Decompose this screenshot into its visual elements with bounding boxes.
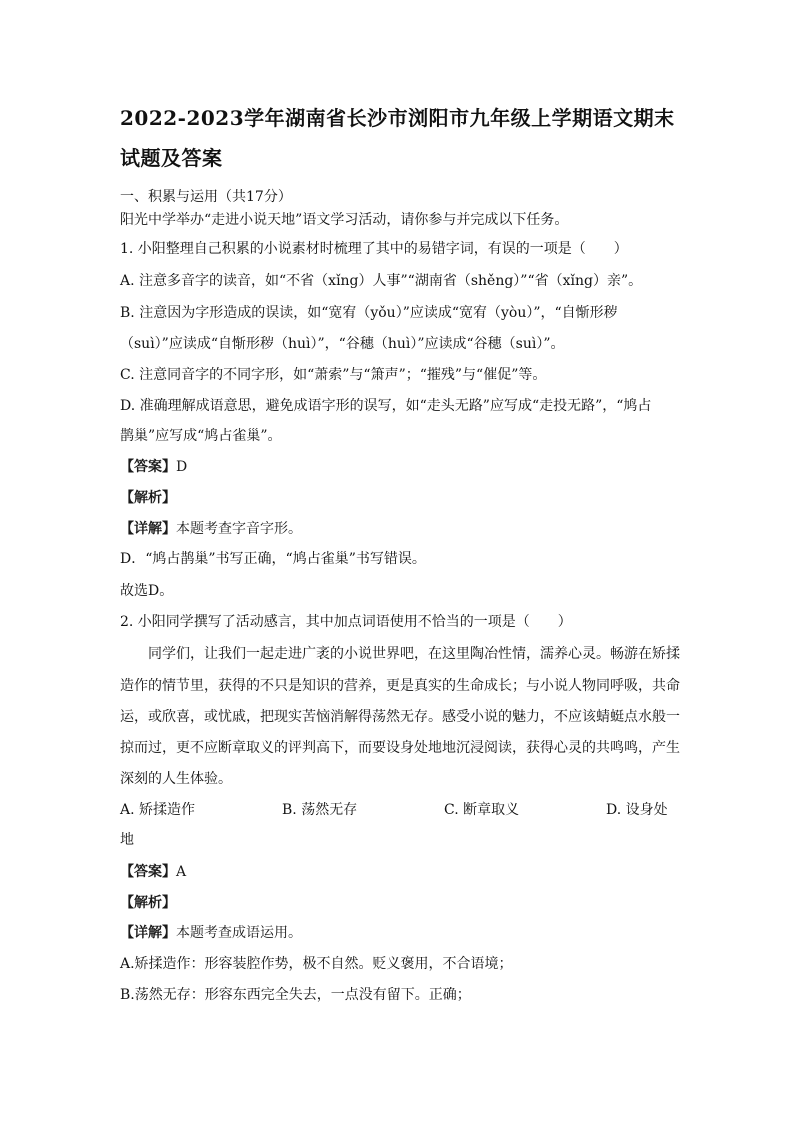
analysis-tag: 【解析】 <box>120 490 176 506</box>
answer-value: D <box>176 459 188 475</box>
question-2-option-a: A. 矫揉造作 <box>120 802 196 818</box>
question-2-detail <box>120 922 302 942</box>
question-1-analysis-heading <box>120 487 176 507</box>
question-2-option-d: D. 设身处 <box>606 802 668 818</box>
question-2-passage-line-1: 同学们，让我们一起走进广袤的小说世界吧，在这里陶冶性情，濡养心灵。畅游在矫揉 <box>148 646 680 662</box>
detail-text: 本题考查成语运用。 <box>176 925 302 941</box>
question-1-option-d-line-2: 鹊巢”应写成“鸠占雀巢”。 <box>120 428 282 444</box>
question-1-option-a: A. 注意多音字的读音，如“不省（xǐng）人事”“湖南省（shěng）”“省（xǐng）亲”。 <box>120 273 643 289</box>
question-1-option-b-line-2: （suì）”应读成“自惭形秽（huì）”，“谷穗（huì）”应读成“谷穗（suì）”。 <box>120 336 565 352</box>
question-1-answer <box>120 456 187 476</box>
question-1-stem: 1. 小阳整理自己积累的小说素材时梳理了其中的易错字词，有误的一项是（ ） <box>120 241 628 257</box>
answer-value: A <box>176 864 187 880</box>
question-1-option-d-line-1: D. 准确理解成语意思，避免成语字形的误写，如“走头无路”应写成“走投无路”，“鸠占 <box>120 398 652 414</box>
question-2-passage-line-5: 深刻的人生体验。 <box>120 771 232 787</box>
activity-intro: 阳光中学举办“走进小说天地”语文学习活动，请你参与并完成以下任务。 <box>120 212 569 228</box>
answer-tag: 【答案】 <box>120 864 176 880</box>
analysis-tag: 【解析】 <box>120 895 176 911</box>
answer-tag: 【答案】 <box>120 459 176 475</box>
question-1-detail-d: D．“鸠占鹊巢”书写正确，“鸠占雀巢”书写错误。 <box>120 551 426 567</box>
document-title-line-2: 试题及答案 <box>120 146 223 170</box>
question-2-passage-line-4: 掠而过，更不应断章取义的评判高下，而要设身处地地沉浸阅读，获得心灵的共鸣鸣，产生 <box>120 740 680 756</box>
question-1-option-b-line-1: B. 注意因为字形造成的误读，如“宽宥（yǒu）”应读成“宽宥（yòu）”，“自惭形秽 <box>120 305 618 321</box>
question-2-option-d-wrap: 地 <box>120 832 134 848</box>
question-2-explanation-b: B.荡然无存：形容东西完全失去，一点没有留下。正确； <box>120 987 471 1003</box>
question-2-passage-line-2: 造作的情节里，获得的不只是知识的营养，更是真实的生命成长；与小说人物同呼吸，共命 <box>120 678 680 694</box>
question-2-passage-line-3: 运，或欣喜，或忧戚，把现实苦恼消解得荡然无存。感受小说的魅力，不应该蜻蜓点水般一 <box>120 709 680 725</box>
question-1-detail <box>120 518 302 538</box>
question-2-answer <box>120 861 186 881</box>
detail-text: 本题考查字音字形。 <box>176 521 302 537</box>
section-heading: 一、积累与运用（共17分） <box>120 189 292 205</box>
question-1-conclusion: 故选D。 <box>120 583 174 599</box>
detail-tag: 【详解】 <box>120 521 176 537</box>
question-1-option-c: C. 注意同音字的不同字形，如“萧索”与“箫声”；“摧残”与“催促”等。 <box>120 367 547 383</box>
question-2-analysis-heading <box>120 892 176 912</box>
document-title-line-1: 2022-2023学年湖南省长沙市浏阳市九年级上学期语文期末 <box>120 106 675 130</box>
detail-tag: 【详解】 <box>120 925 176 941</box>
question-2-stem: 2. 小阳同学撰写了活动感言，其中加点词语使用不恰当的一项是（ ） <box>120 614 572 630</box>
question-2-explanation-a: A.矫揉造作：形容装腔作势，极不自然。贬义褒用，不合语境； <box>120 956 513 972</box>
question-2-option-c: C. 断章取义 <box>444 802 520 818</box>
question-2-option-b: B. 荡然无存 <box>282 802 358 818</box>
